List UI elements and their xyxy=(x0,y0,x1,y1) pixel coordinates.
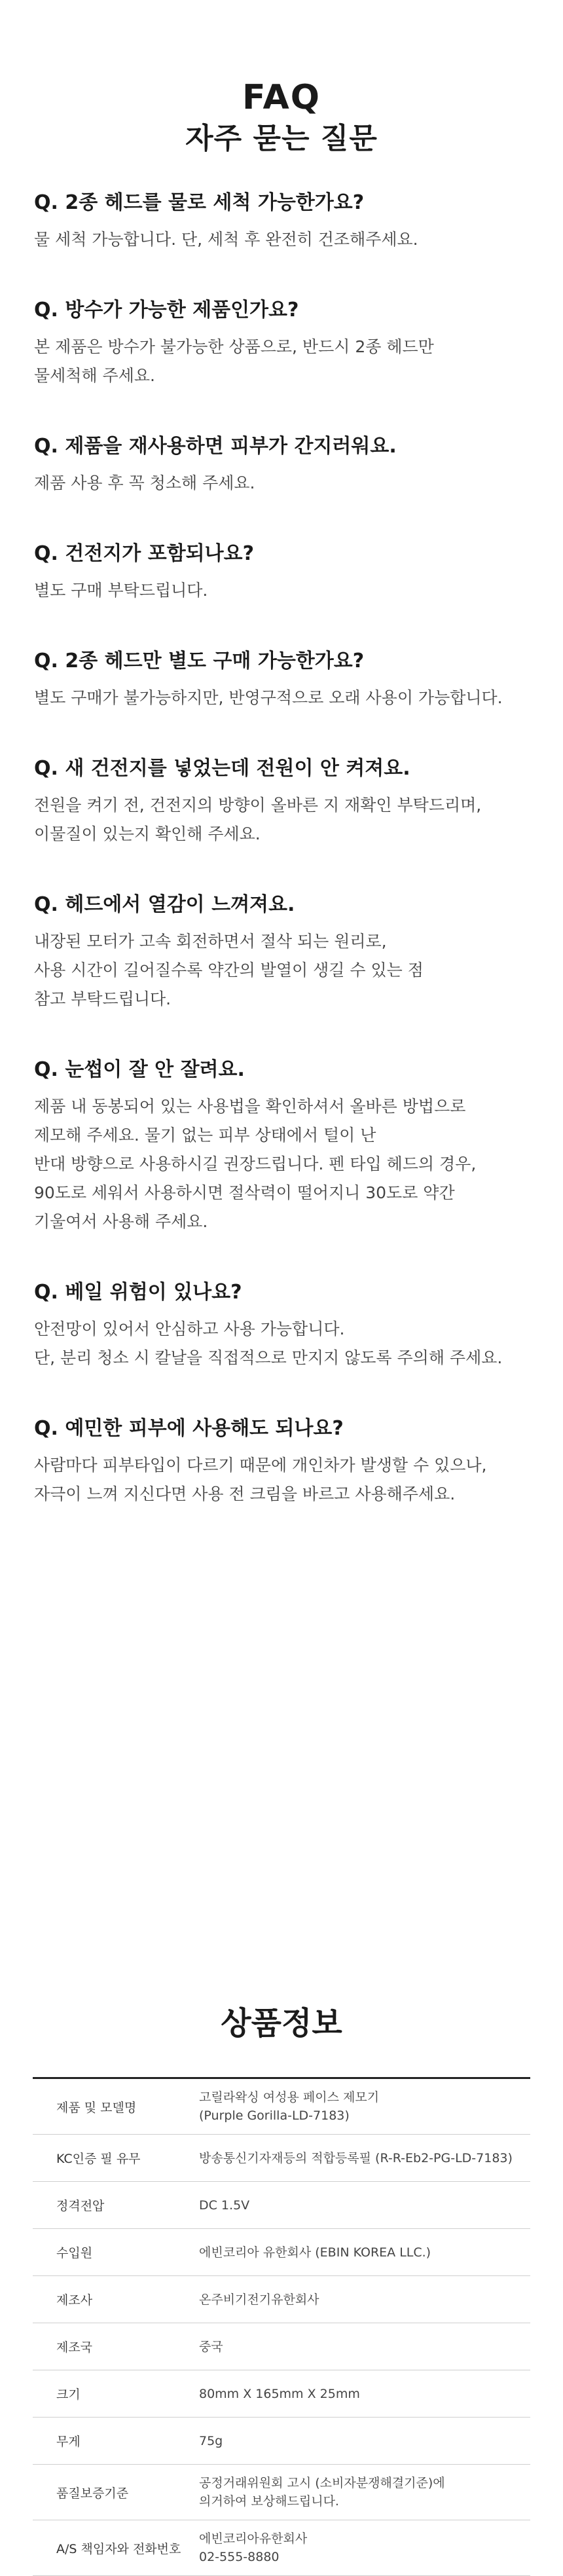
faq-answer-line: 자극이 느껴 지신다면 사용 전 크림을 바르고 사용해주세요. xyxy=(34,1484,456,1503)
faq-answer-line: 제모해 주세요. 물기 없는 피부 상태에서 털이 난 xyxy=(34,1126,376,1145)
spec-value-line: 02-555-8880 xyxy=(199,2550,280,2564)
faq-question: Q. 건전지가 포함되나요? xyxy=(34,542,255,565)
faq-answer-line: 내장된 모터가 고속 회전하면서 절삭 되는 원리로, xyxy=(34,932,387,951)
faq-answer-line: 사용 시간이 길어질수록 약간의 발열이 생길 수 있는 점 xyxy=(34,961,424,980)
spec-value-line: 의거하여 보상해드립니다. xyxy=(199,2494,339,2509)
faq-question: Q. 베일 위험이 있나요? xyxy=(34,1281,242,1304)
faq-header xyxy=(0,0,563,157)
faq-item xyxy=(34,1279,551,1372)
faq-item xyxy=(34,892,551,1014)
faq-question: Q. 눈썹이 잘 안 잘려요. xyxy=(34,1058,245,1081)
spec-value xyxy=(199,2236,530,2270)
faq-answer-line: 별도 구매가 불가능하지만, 반영구적으로 오래 사용이 가능합니다. xyxy=(34,688,503,707)
spec-label: 제조사 xyxy=(56,2293,93,2308)
spec-value-line: 온주비기전기유한회사 xyxy=(199,2292,319,2307)
faq-question: Q. 새 건전지를 넣었는데 전원이 안 켜져요. xyxy=(34,757,410,780)
faq-answer-line: 기울여서 사용해 주세요. xyxy=(34,1212,208,1231)
faq-item xyxy=(34,297,551,390)
spec-label: A/S 책임자와 전화번호 xyxy=(56,2541,181,2556)
spec-value-line: 중국 xyxy=(199,2339,223,2354)
faq-answer-line: 별도 구매 부탁드립니다. xyxy=(34,581,208,600)
faq-item xyxy=(34,190,551,254)
faq-answer-line: 물 세척 가능합니다. 단, 세척 후 완전히 건조해주세요. xyxy=(34,230,418,249)
spec-value xyxy=(199,2283,530,2317)
spec-value-line: 80mm X 165mm X 25mm xyxy=(199,2386,360,2401)
spec-row xyxy=(33,2465,530,2520)
spec-value xyxy=(199,2377,530,2411)
faq-answer-line: 90도로 세워서 사용하시면 절삭력이 떨어지니 30도로 약간 xyxy=(34,1183,455,1202)
spec-label: 무게 xyxy=(56,2435,81,2449)
spec-value xyxy=(199,2330,530,2364)
faq-answer xyxy=(34,1092,551,1236)
faq-answer xyxy=(34,333,551,390)
spec-label: 제품 및 모델명 xyxy=(56,2100,137,2115)
faq-title: FAQ xyxy=(242,78,321,117)
spec-row xyxy=(33,2370,530,2418)
faq-item xyxy=(34,1057,551,1236)
faq-subtitle: 자주 묻는 질문 xyxy=(185,122,378,155)
faq-answer-line: 본 제품은 방수가 불가능한 상품으로, 반드시 2종 헤드만 xyxy=(34,337,434,356)
faq-question: Q. 제품을 재사용하면 피부가 간지러워요. xyxy=(34,435,397,458)
spec-value xyxy=(199,2141,530,2175)
spec-value xyxy=(199,2522,530,2574)
faq-answer xyxy=(34,225,551,254)
faq-answer-line: 이물질이 있는지 확인해 주세요. xyxy=(34,824,261,843)
spec-row xyxy=(33,2135,530,2182)
faq-answer-line: 사람마다 피부타입이 다르기 때문에 개인차가 발생할 수 있으나, xyxy=(34,1456,487,1475)
spec-row xyxy=(33,2276,530,2323)
faq-answer-line: 반대 방향으로 사용하시길 권장드립니다. 펜 타입 헤드의 경우, xyxy=(34,1154,477,1173)
faq-question: Q. 2종 헤드를 물로 세척 가능한가요? xyxy=(34,191,365,214)
faq-question: Q. 예민한 피부에 사용해도 되나요? xyxy=(34,1417,344,1440)
spec-label: 크기 xyxy=(56,2387,81,2402)
spec-row xyxy=(33,2079,530,2135)
spec-row xyxy=(33,2520,530,2576)
faq-question: Q. 2종 헤드만 별도 구매 가능한가요? xyxy=(34,650,365,672)
faq-answer-line: 전원을 켜기 전, 건전지의 방향이 올바른 지 재확인 부탁드리며, xyxy=(34,796,482,815)
spec-row xyxy=(33,2323,530,2370)
faq-question: Q. 방수가 가능한 제품인가요? xyxy=(34,299,299,322)
spec-row xyxy=(33,2229,530,2276)
faq-answer xyxy=(34,1451,551,1509)
product-info-title: 상품정보 xyxy=(221,2005,342,2042)
spec-value-line: DC 1.5V xyxy=(199,2198,250,2213)
spec-label: KC인증 필 유무 xyxy=(56,2152,141,2166)
faq-answer xyxy=(34,927,551,1014)
spec-row xyxy=(33,2418,530,2465)
spec-row xyxy=(33,2182,530,2229)
faq-item xyxy=(34,648,551,712)
faq-answer-line: 제품 사용 후 꼭 청소해 주세요. xyxy=(34,473,255,492)
faq-item xyxy=(34,1416,551,1509)
spec-value-line: (Purple Gorilla-LD-7183) xyxy=(199,2108,350,2123)
faq-answer xyxy=(34,684,551,712)
spec-value-line: 75g xyxy=(199,2433,223,2448)
faq-item xyxy=(34,756,551,849)
spec-label: 정격전압 xyxy=(56,2199,105,2213)
spec-value xyxy=(199,2188,530,2222)
faq-answer-line: 제품 내 동봉되어 있는 사용법을 확인하셔서 올바른 방법으로 xyxy=(34,1097,466,1116)
spec-label: 수입원 xyxy=(56,2246,93,2260)
faq-answer-line: 단, 분리 청소 시 칼날을 직접적으로 만지지 않도록 주의해 주세요. xyxy=(34,1348,503,1367)
spec-value-line: 공정거래위원회 고시 (소비자분쟁해결기준)에 xyxy=(199,2476,445,2490)
spec-value-line: 에빈코리아유한회사 xyxy=(199,2531,308,2546)
faq-answer xyxy=(34,576,551,605)
spec-value-line: 방송통신기자재등의 적합등록필 (R-R-Eb2-PG-LD-7183) xyxy=(199,2150,513,2165)
spec-value xyxy=(199,2466,530,2518)
faq-answer-line: 물세척해 주세요. xyxy=(34,366,155,385)
faq-item xyxy=(34,541,551,605)
faq-list xyxy=(34,190,551,1552)
spec-label: 제조국 xyxy=(56,2340,93,2355)
faq-answer-line: 참고 부탁드립니다. xyxy=(34,989,172,1008)
faq-answer-line: 안전망이 있어서 안심하고 사용 가능합니다. xyxy=(34,1319,345,1338)
spec-value-line: 고릴라왁싱 여성용 페이스 제모기 xyxy=(199,2090,380,2105)
faq-answer xyxy=(34,791,551,849)
spec-value-line: 에빈코리아 유한회사 (EBIN KOREA LLC.) xyxy=(199,2245,431,2260)
spec-value xyxy=(199,2424,530,2458)
faq-answer xyxy=(34,469,551,498)
spec-label: 품질보증기준 xyxy=(56,2486,129,2501)
product-info-section xyxy=(0,2004,563,2576)
faq-answer xyxy=(34,1315,551,1372)
spec-value xyxy=(199,2080,530,2133)
product-info-table xyxy=(33,2077,530,2576)
faq-item xyxy=(34,433,551,498)
faq-question: Q. 헤드에서 열감이 느껴져요. xyxy=(34,893,295,916)
